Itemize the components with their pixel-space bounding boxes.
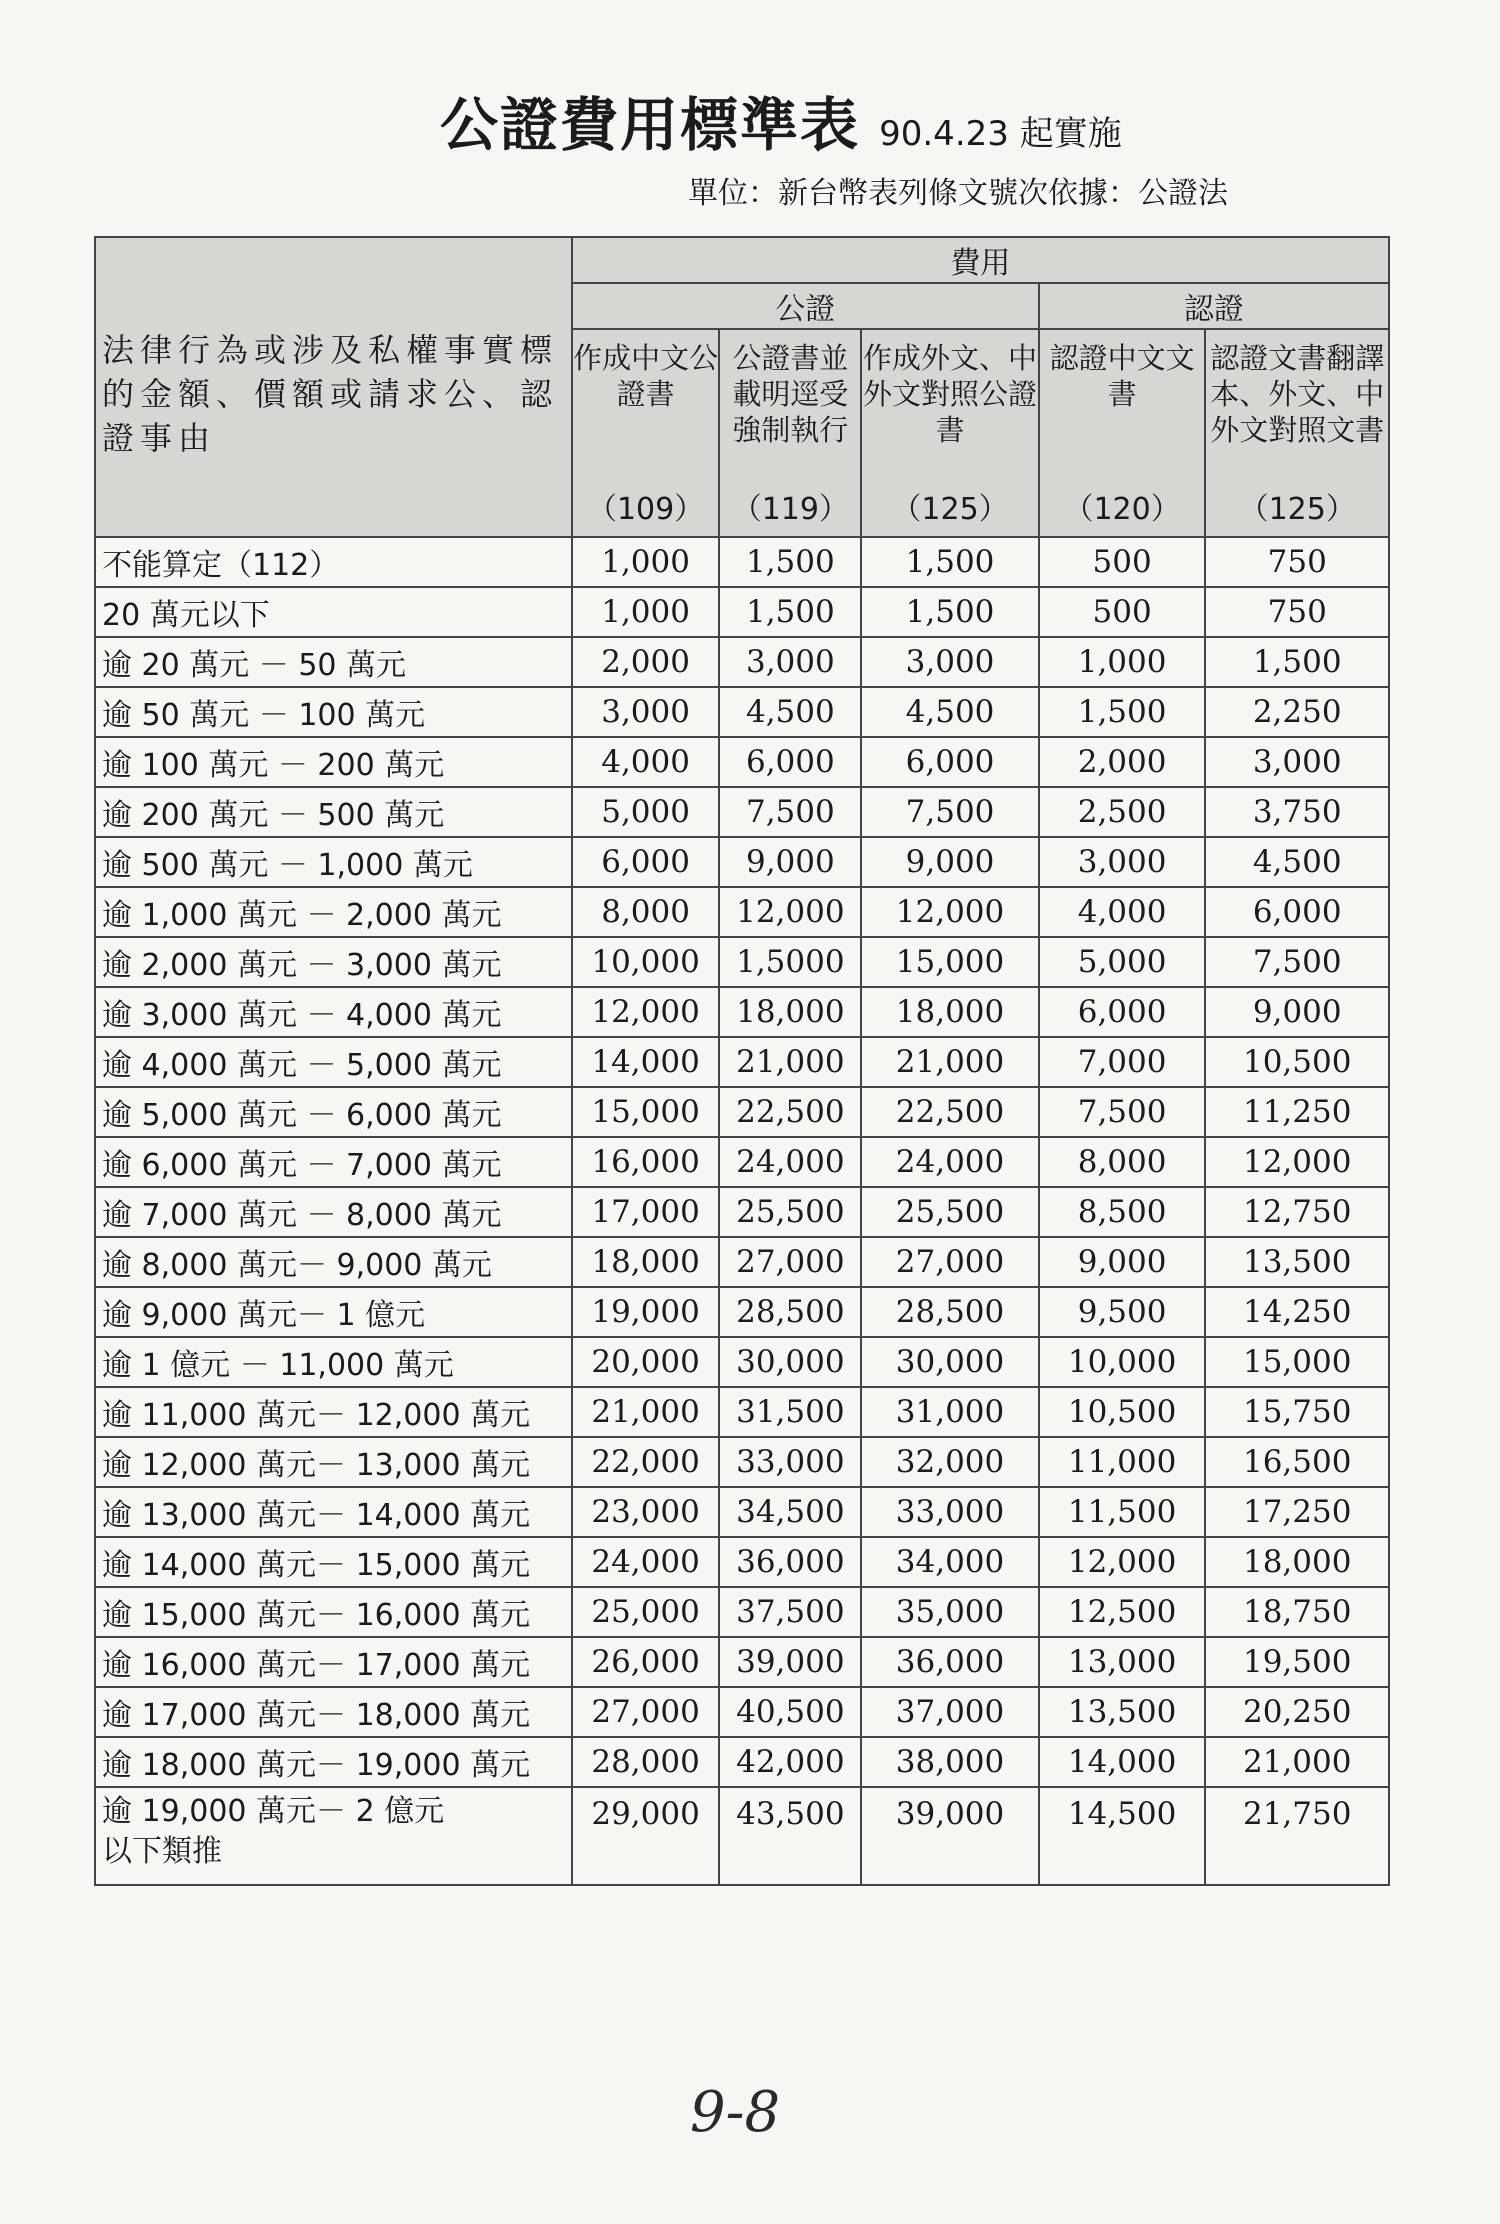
fee-cell: 11,500 — [1039, 1487, 1206, 1537]
table-row — [95, 737, 1389, 787]
fee-cell: 37,000 — [861, 1687, 1039, 1737]
category-label: 逾 50 萬元 － 100 萬元 — [102, 698, 426, 733]
category-cell — [95, 987, 572, 1037]
column-label: 作成中文公證書 — [573, 341, 719, 411]
column-article: （125） — [891, 492, 1009, 527]
fee-cell: 3,000 — [572, 687, 720, 737]
table-row — [95, 1587, 1389, 1637]
category-cell — [95, 737, 572, 787]
fee-cell: 23,000 — [572, 1487, 720, 1537]
category-cell — [95, 637, 572, 687]
fee-cell: 14,000 — [572, 1037, 720, 1087]
category-label: 逾 100 萬元 － 200 萬元 — [102, 748, 445, 783]
category-cell — [95, 887, 572, 937]
fee-cell: 1,500 — [861, 587, 1039, 637]
fee-cell: 28,500 — [719, 1287, 861, 1337]
fee-cell: 24,000 — [861, 1137, 1039, 1187]
category-label: 逾 9,000 萬元－ 1 億元 — [102, 1298, 426, 1333]
table-row — [95, 1237, 1389, 1287]
category-cell — [95, 1387, 572, 1437]
category-cell — [95, 587, 572, 637]
fee-cell: 12,000 — [719, 887, 861, 937]
category-label: 逾 3,000 萬元 － 4,000 萬元 — [102, 998, 502, 1033]
column-article: （125） — [1238, 492, 1356, 527]
fee-cell: 10,000 — [572, 937, 720, 987]
fee-cell: 8,500 — [1039, 1187, 1206, 1237]
fee-cell: 15,000 — [572, 1087, 720, 1137]
column-header — [572, 329, 720, 537]
fee-cell: 30,000 — [861, 1337, 1039, 1387]
fee-cell: 21,000 — [1205, 1737, 1389, 1787]
fee-cell: 12,000 — [572, 987, 720, 1037]
category-label: 逾 5,000 萬元 － 6,000 萬元 — [102, 1098, 502, 1133]
fee-cell: 24,000 — [572, 1537, 720, 1587]
fee-cell: 30,000 — [719, 1337, 861, 1387]
fee-cell: 38,000 — [861, 1737, 1039, 1787]
fee-cell: 5,000 — [1039, 937, 1206, 987]
fee-cell: 25,000 — [572, 1587, 720, 1637]
fee-group-header: 費用 — [572, 237, 1389, 283]
table-row — [95, 1437, 1389, 1487]
category-cell — [95, 1787, 572, 1885]
fee-cell: 2,000 — [572, 637, 720, 687]
fee-cell: 4,500 — [1205, 837, 1389, 887]
category-label: 20 萬元以下 — [102, 598, 270, 633]
fee-cell: 20,000 — [572, 1337, 720, 1387]
category-label: 逾 6,000 萬元 － 7,000 萬元 — [102, 1148, 502, 1183]
table-row — [95, 887, 1389, 937]
category-cell — [95, 687, 572, 737]
fee-table — [94, 236, 1390, 1886]
fee-cell: 7,500 — [1039, 1087, 1206, 1137]
category-label: 逾 13,000 萬元－ 14,000 萬元 — [102, 1498, 531, 1533]
fee-cell: 2,000 — [1039, 737, 1206, 787]
fee-cell: 11,000 — [1039, 1437, 1206, 1487]
fee-cell: 32,000 — [861, 1437, 1039, 1487]
category-cell — [95, 1737, 572, 1787]
fee-cell: 4,500 — [719, 687, 861, 737]
fee-cell: 14,250 — [1205, 1287, 1389, 1337]
fee-cell: 12,000 — [861, 887, 1039, 937]
fee-cell: 12,000 — [1039, 1537, 1206, 1587]
fee-cell: 27,000 — [861, 1237, 1039, 1287]
fee-cell: 15,000 — [1205, 1337, 1389, 1387]
table-row — [95, 637, 1389, 687]
column-label: 認證文書翻譯本、外文、中外文對照文書 — [1210, 341, 1385, 447]
fee-cell: 19,500 — [1205, 1637, 1389, 1687]
fee-cell: 11,250 — [1205, 1087, 1389, 1137]
category-label: 逾 7,000 萬元 － 8,000 萬元 — [102, 1198, 502, 1233]
fee-cell: 21,750 — [1205, 1787, 1389, 1885]
fee-cell: 12,750 — [1205, 1187, 1389, 1237]
table-row — [95, 1287, 1389, 1337]
effective-date: 90.4.23 起實施 — [879, 114, 1122, 154]
category-cell — [95, 937, 572, 987]
fee-cell: 9,000 — [861, 837, 1039, 887]
fee-cell: 14,500 — [1039, 1787, 1206, 1885]
category-label: 逾 1,000 萬元 － 2,000 萬元 — [102, 898, 502, 933]
fee-cell: 750 — [1205, 537, 1389, 587]
fee-cell: 2,250 — [1205, 687, 1389, 737]
category-cell — [95, 537, 572, 587]
authentication-header: 認證 — [1039, 283, 1389, 329]
category-cell — [95, 1037, 572, 1087]
fee-cell: 26,000 — [572, 1637, 720, 1687]
table-row — [95, 1637, 1389, 1687]
category-label: 逾 8,000 萬元－ 9,000 萬元 — [102, 1248, 492, 1283]
fee-cell: 33,000 — [719, 1437, 861, 1487]
fee-cell: 9,000 — [719, 837, 861, 887]
column-header — [1039, 329, 1206, 537]
fee-cell: 1,500 — [719, 587, 861, 637]
fee-cell: 29,000 — [572, 1787, 720, 1885]
unit-note: 單位：新台幣表列條文號次依據：公證法 — [688, 176, 1228, 211]
page-number: 9-8 — [690, 2080, 781, 2145]
fee-cell: 9,000 — [1039, 1237, 1206, 1287]
table-row — [95, 1787, 1389, 1885]
fee-cell: 9,500 — [1039, 1287, 1206, 1337]
fee-cell: 1,500 — [1039, 687, 1206, 737]
column-label: 公證書並載明逕受強制執行 — [732, 341, 849, 447]
category-cell — [95, 1537, 572, 1587]
category-label: 逾 2,000 萬元 － 3,000 萬元 — [102, 948, 502, 983]
category-cell — [95, 1587, 572, 1637]
fee-cell: 3,000 — [1205, 737, 1389, 787]
fee-cell: 42,000 — [719, 1737, 861, 1787]
fee-cell: 13,500 — [1205, 1237, 1389, 1287]
fee-cell: 18,000 — [861, 987, 1039, 1037]
category-label: 逾 200 萬元 － 500 萬元 — [102, 798, 445, 833]
table-row — [95, 587, 1389, 637]
fee-cell: 9,000 — [1205, 987, 1389, 1037]
fee-cell: 18,000 — [719, 987, 861, 1037]
category-cell — [95, 1087, 572, 1137]
fee-cell: 10,500 — [1039, 1387, 1206, 1437]
fee-cell: 500 — [1039, 537, 1206, 587]
table-row — [95, 1337, 1389, 1387]
fee-cell: 1,000 — [572, 537, 720, 587]
column-header — [861, 329, 1039, 537]
fee-cell: 25,500 — [861, 1187, 1039, 1237]
category-cell — [95, 1487, 572, 1537]
fee-cell: 13,000 — [1039, 1637, 1206, 1687]
fee-cell: 6,000 — [1205, 887, 1389, 937]
fee-cell: 24,000 — [719, 1137, 861, 1187]
category-label: 逾 12,000 萬元－ 13,000 萬元 — [102, 1448, 531, 1483]
fee-cell: 35,000 — [861, 1587, 1039, 1637]
category-label: 逾 19,000 萬元－ 2 億元 — [102, 1794, 445, 1829]
fee-cell: 18,750 — [1205, 1587, 1389, 1637]
category-cell — [95, 1287, 572, 1337]
fee-cell: 4,000 — [572, 737, 720, 787]
column-header — [1205, 329, 1389, 537]
table-row — [95, 687, 1389, 737]
table-row — [95, 1037, 1389, 1087]
fee-cell: 8,000 — [1039, 1137, 1206, 1187]
fee-cell: 21,000 — [719, 1037, 861, 1087]
fee-cell: 13,500 — [1039, 1687, 1206, 1737]
fee-cell: 22,500 — [861, 1087, 1039, 1137]
fee-cell: 7,500 — [861, 787, 1039, 837]
page-title: 公證費用標準表 — [440, 91, 861, 159]
fee-cell: 4,000 — [1039, 887, 1206, 937]
fee-cell: 10,000 — [1039, 1337, 1206, 1387]
category-label: 逾 4,000 萬元 － 5,000 萬元 — [102, 1048, 502, 1083]
category-cell — [95, 1237, 572, 1287]
fee-cell: 39,000 — [719, 1637, 861, 1687]
column-label: 作成外文、中外文對照公證書 — [863, 341, 1038, 447]
table-row — [95, 1487, 1389, 1537]
fee-cell: 8,000 — [572, 887, 720, 937]
table-row — [95, 1187, 1389, 1237]
fee-cell: 2,500 — [1039, 787, 1206, 837]
category-cell — [95, 1337, 572, 1387]
fee-cell: 1,000 — [572, 587, 720, 637]
fee-cell: 3,000 — [719, 637, 861, 687]
fee-cell: 25,500 — [719, 1187, 861, 1237]
table-row — [95, 1687, 1389, 1737]
fee-cell: 27,000 — [572, 1687, 720, 1737]
fee-cell: 7,500 — [1205, 937, 1389, 987]
fee-cell: 18,000 — [1205, 1537, 1389, 1587]
category-label: 逾 14,000 萬元－ 15,000 萬元 — [102, 1548, 531, 1583]
fee-cell: 4,500 — [861, 687, 1039, 737]
table-row — [95, 1137, 1389, 1187]
fee-cell: 3,000 — [861, 637, 1039, 687]
fee-cell: 3,750 — [1205, 787, 1389, 837]
fee-cell: 15,750 — [1205, 1387, 1389, 1437]
fee-cell: 19,000 — [572, 1287, 720, 1337]
fee-cell: 14,000 — [1039, 1737, 1206, 1787]
fee-cell: 27,000 — [719, 1237, 861, 1287]
fee-cell: 1,000 — [1039, 637, 1206, 687]
fee-cell: 16,000 — [572, 1137, 720, 1187]
fee-cell: 12,500 — [1039, 1587, 1206, 1637]
table-row — [95, 787, 1389, 837]
fee-cell: 7,000 — [1039, 1037, 1206, 1087]
table-row — [95, 1087, 1389, 1137]
fee-cell: 1,500 — [719, 537, 861, 587]
fee-cell: 1,5000 — [719, 937, 861, 987]
fee-cell: 17,000 — [572, 1187, 720, 1237]
fee-cell: 7,500 — [719, 787, 861, 837]
fee-cell: 34,000 — [861, 1537, 1039, 1587]
category-cell — [95, 1187, 572, 1237]
fee-cell: 18,000 — [572, 1237, 720, 1287]
category-cell — [95, 787, 572, 837]
fee-cell: 3,000 — [1039, 837, 1206, 887]
fee-cell: 40,500 — [719, 1687, 861, 1737]
fee-cell: 43,500 — [719, 1787, 861, 1885]
table-row — [95, 1537, 1389, 1587]
category-label: 逾 11,000 萬元－ 12,000 萬元 — [102, 1398, 531, 1433]
fee-cell: 28,500 — [861, 1287, 1039, 1337]
column-article: （119） — [731, 492, 849, 527]
fee-cell: 17,250 — [1205, 1487, 1389, 1537]
fee-cell: 6,000 — [1039, 987, 1206, 1037]
fee-cell: 21,000 — [572, 1387, 720, 1437]
fee-cell: 6,000 — [719, 737, 861, 787]
fee-cell: 36,000 — [719, 1537, 861, 1587]
table-row — [95, 987, 1389, 1037]
table-row — [95, 1387, 1389, 1437]
fee-cell: 20,250 — [1205, 1687, 1389, 1737]
category-cell — [95, 1687, 572, 1737]
fee-cell: 6,000 — [572, 837, 720, 887]
fee-cell: 34,500 — [719, 1487, 861, 1537]
fee-cell: 22,000 — [572, 1437, 720, 1487]
category-note: 以下類推 — [102, 1834, 222, 1869]
fee-cell: 28,000 — [572, 1737, 720, 1787]
fee-cell: 21,000 — [861, 1037, 1039, 1087]
column-label: 認證中文文書 — [1049, 341, 1195, 411]
category-label: 逾 500 萬元 － 1,000 萬元 — [102, 848, 473, 883]
column-article: （120） — [1063, 492, 1181, 527]
fee-cell: 16,500 — [1205, 1437, 1389, 1487]
fee-cell: 1,500 — [1205, 637, 1389, 687]
fee-cell: 36,000 — [861, 1637, 1039, 1687]
category-label: 逾 18,000 萬元－ 19,000 萬元 — [102, 1748, 531, 1783]
fee-cell: 500 — [1039, 587, 1206, 637]
category-cell — [95, 837, 572, 887]
category-label: 逾 20 萬元 － 50 萬元 — [102, 648, 407, 683]
category-cell — [95, 1437, 572, 1487]
fee-cell: 12,000 — [1205, 1137, 1389, 1187]
fee-cell: 33,000 — [861, 1487, 1039, 1537]
fee-cell: 750 — [1205, 587, 1389, 637]
column-article: （109） — [586, 492, 705, 527]
fee-cell: 5,000 — [572, 787, 720, 837]
category-label: 逾 1 億元 － 11,000 萬元 — [102, 1348, 454, 1383]
table-row — [95, 937, 1389, 987]
table-row — [95, 1737, 1389, 1787]
fee-cell: 6,000 — [861, 737, 1039, 787]
fee-cell: 39,000 — [861, 1787, 1039, 1885]
category-label: 逾 15,000 萬元－ 16,000 萬元 — [102, 1598, 531, 1633]
fee-cell: 10,500 — [1205, 1037, 1389, 1087]
title-block — [440, 78, 1122, 162]
fee-cell: 1,500 — [861, 537, 1039, 587]
fee-cell: 22,500 — [719, 1087, 861, 1137]
fee-cell: 31,500 — [719, 1387, 861, 1437]
category-cell — [95, 1637, 572, 1687]
category-label: 逾 17,000 萬元－ 18,000 萬元 — [102, 1698, 531, 1733]
fee-cell: 37,500 — [719, 1587, 861, 1637]
category-label: 逾 16,000 萬元－ 17,000 萬元 — [102, 1648, 531, 1683]
fee-cell: 31,000 — [861, 1387, 1039, 1437]
category-label: 不能算定（112） — [102, 548, 340, 583]
row-header: 法律行為或涉及私權事實標的金額、價額或請求公、認證事由 — [95, 237, 572, 537]
notarization-header: 公證 — [572, 283, 1039, 329]
table-row — [95, 837, 1389, 887]
fee-table-body — [95, 537, 1389, 1885]
fee-cell: 15,000 — [861, 937, 1039, 987]
table-row — [95, 537, 1389, 587]
category-cell — [95, 1137, 572, 1187]
column-header — [719, 329, 861, 537]
